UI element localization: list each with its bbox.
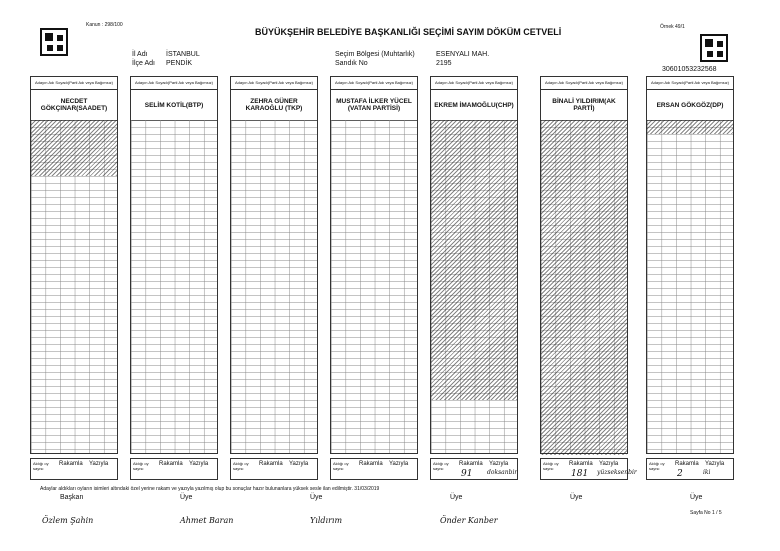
page-title: BÜYÜKŞEHİR BELEDİYE BAŞKANLIĞI SEÇİMİ SAYIM DÖKÜM CETVELİ	[255, 27, 562, 37]
tally-marks	[31, 120, 117, 176]
candidate-name: ERSAN GÖKGÖZ(DP)	[647, 90, 733, 121]
vote-count-box	[430, 458, 518, 480]
tally-marks	[541, 120, 627, 455]
candidate-name: EKREM İMAMOĞLU(CHP)	[431, 90, 517, 121]
vote-count-box	[540, 458, 637, 480]
tally-grid	[31, 120, 117, 453]
il-value: İSTANBUL	[166, 51, 200, 58]
tally-marks	[431, 120, 517, 400]
footer-statement: Adaylar aldıkları oyların isimleri altındaki özel yerine rakam ve yazıyla yazılmış olup bu sonuçlar hazır bulunanlara yüksek sesle ilan edilmiştir. 31/03/2019	[40, 486, 380, 492]
candidate-column	[540, 76, 628, 454]
tally-grid	[431, 120, 517, 453]
candidate-column	[130, 76, 218, 454]
count-label: Aldığı oy sayısı	[233, 461, 249, 471]
vote-count-box	[330, 458, 418, 480]
qr-code-right	[700, 34, 728, 62]
tally-grid	[331, 120, 417, 453]
rakamla-label: Rakamla	[359, 461, 383, 467]
uye-label-5: Üye	[690, 494, 703, 501]
vote-count-box	[130, 458, 218, 480]
vote-count-box	[230, 458, 318, 480]
tally-grid	[131, 120, 217, 453]
column-caption: Adayın Adı Soyadı(Parti Adı veya Bağımsız)	[31, 77, 117, 90]
count-label: Aldığı oy sayısı	[33, 461, 49, 471]
yaziyla-label: Yazıyla	[705, 461, 725, 467]
qr-code-left	[40, 28, 68, 56]
column-caption: Adayın Adı Soyadı(Parti Adı veya Bağımsız)	[647, 77, 733, 90]
column-caption: Adayın Adı Soyadı(Parti Adı veya Bağımsız)	[541, 77, 627, 90]
kanun-label: Kanun : 298/100	[86, 22, 123, 28]
signature-3: Yıldırım	[310, 516, 343, 525]
uye-label-2: Üye	[310, 494, 323, 501]
candidate-name: ZEHRA GÜNER KARAOĞLU (TKP)	[231, 90, 317, 121]
signature-1: Özlem Şahin	[42, 516, 94, 525]
count-label: Aldığı oy sayısı	[333, 461, 349, 471]
sandik-label: Sandık No	[335, 60, 368, 67]
uye-label-1: Üye	[180, 494, 193, 501]
il-label: İl Adı	[132, 51, 148, 58]
baskan-label: Başkan	[60, 494, 84, 501]
column-caption: Adayın Adı Soyadı(Parti Adı veya Bağımsız)	[131, 77, 217, 90]
candidate-name: MUSTAFA İLKER YÜCEL (VATAN PARTİSİ)	[331, 90, 417, 121]
vote-count-box	[30, 458, 118, 480]
tally-grid	[541, 120, 627, 453]
ornek-label: Örnek 49/1	[660, 24, 685, 30]
column-caption: Adayın Adı Soyadı(Parti Adı veya Bağımsız)	[431, 77, 517, 90]
rakamla-label: Rakamla	[675, 461, 699, 467]
sandik-value: 2195	[436, 60, 452, 67]
vote-count-box	[646, 458, 734, 480]
yaziyla-label: Yazıyla	[189, 461, 209, 467]
count-label: Aldığı oy sayısı	[543, 461, 559, 471]
yaziyla-label: Yazıyla	[289, 461, 309, 467]
bolge-value: ESENYALI MAH.	[436, 51, 490, 58]
count-words: yüzseksenbir	[597, 469, 637, 476]
column-caption: Adayın Adı Soyadı(Parti Adı veya Bağımsız)	[231, 77, 317, 90]
rakamla-label: Rakamla	[159, 461, 183, 467]
ilce-value: PENDİK	[166, 60, 193, 67]
candidate-column	[230, 76, 318, 454]
count-words: iki	[703, 469, 711, 476]
tally-grid	[647, 120, 733, 453]
barcode-number: 30601053232568	[662, 66, 717, 73]
rakamla-label: Rakamla	[259, 461, 283, 467]
yaziyla-label: Yazıyla	[489, 461, 509, 467]
candidate-name: BİNALİ YILDIRIM(AK PARTİ)	[541, 90, 627, 121]
rakamla-label: Rakamla	[569, 461, 593, 467]
page-number: Sayfa No 1 / 5	[690, 510, 722, 516]
tally-grid	[231, 120, 317, 453]
rakamla-label: Rakamla	[459, 461, 483, 467]
candidate-column	[330, 76, 418, 454]
uye-label-4: Üye	[570, 494, 583, 501]
candidate-column	[30, 76, 118, 454]
count-digits: 181	[571, 469, 589, 479]
ilce-label: İlçe Adı	[132, 60, 155, 67]
count-label: Aldığı oy sayısı	[433, 461, 449, 471]
yaziyla-label: Yazıyla	[89, 461, 109, 467]
bolge-label: Seçim Bölgesi (Muhtarlık)	[335, 51, 415, 58]
rakamla-label: Rakamla	[59, 461, 83, 467]
tally-marks	[647, 120, 733, 134]
uye-label-3: Üye	[450, 494, 463, 501]
yaziyla-label: Yazıyla	[389, 461, 409, 467]
signature-2: Ahmet Baran	[180, 516, 234, 525]
signature-4: Önder Kanber	[440, 516, 498, 525]
candidate-column	[646, 76, 734, 454]
count-digits: 2	[677, 469, 683, 479]
count-digits: 91	[461, 469, 473, 479]
count-label: Aldığı oy sayısı	[133, 461, 149, 471]
candidate-name: NECDET GÖKÇINAR(SAADET)	[31, 90, 117, 121]
count-words: doksanbir	[487, 469, 518, 476]
candidate-name: SELİM KOTİL(BTP)	[131, 90, 217, 121]
column-caption: Adayın Adı Soyadı(Parti Adı veya Bağımsız)	[331, 77, 417, 90]
candidate-column	[430, 76, 518, 454]
yaziyla-label: Yazıyla	[599, 461, 619, 467]
count-label: Aldığı oy sayısı	[649, 461, 665, 471]
